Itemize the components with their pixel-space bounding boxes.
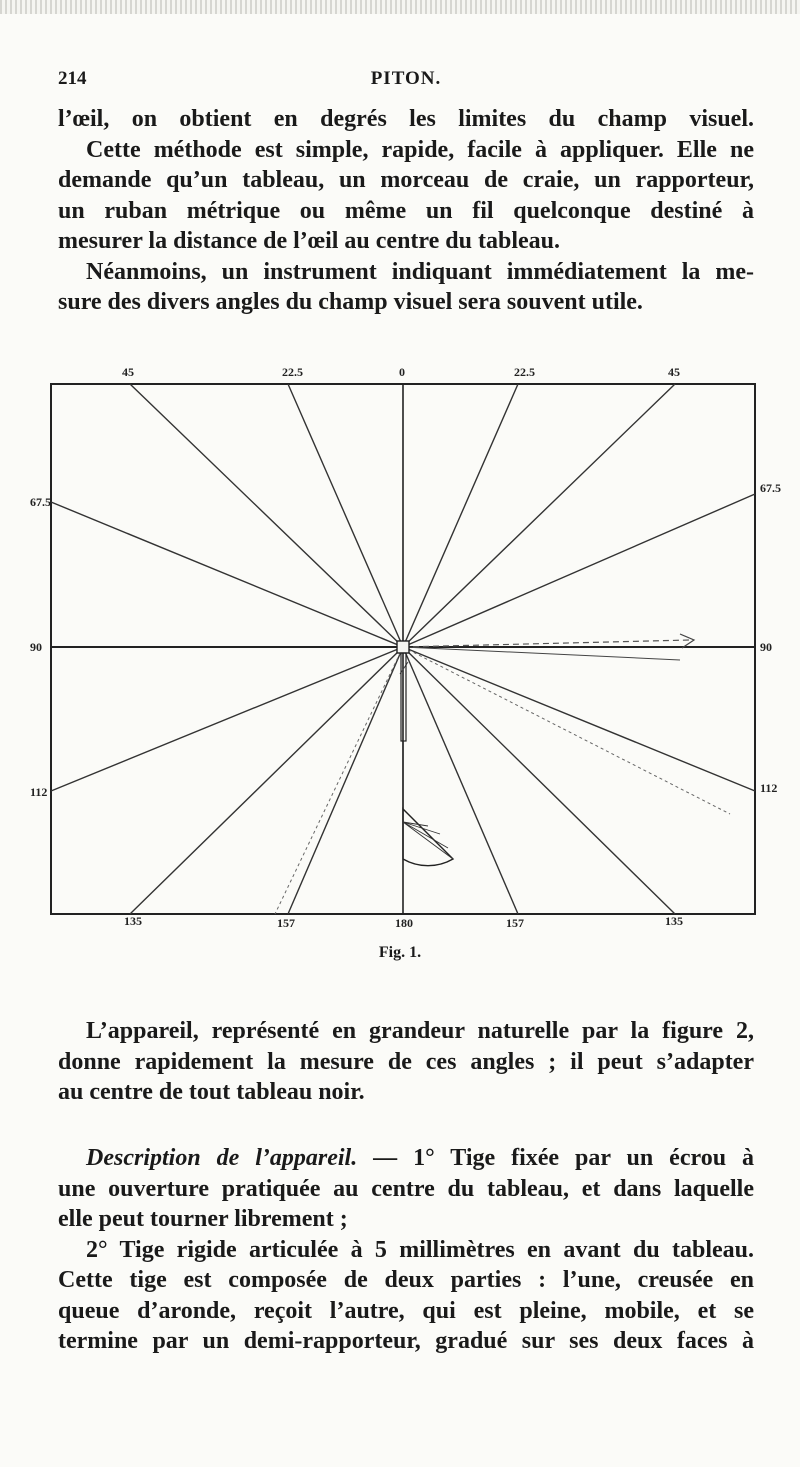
top-label: 22.5 — [282, 365, 303, 379]
right-label: 67.5 — [760, 481, 781, 495]
text-line: elle peut tourner librement ; — [58, 1206, 348, 1232]
top-label: 22.5 — [514, 365, 535, 379]
text-line: un ruban métrique ou même un fil quelconque destiné à — [58, 197, 754, 224]
text-line: Cette méthode est simple, rapide, facile à appliquer. Elle ne — [86, 136, 754, 163]
text-line: termine par un demi-rapporteur, gradué sur ses deux faces à — [58, 1328, 754, 1354]
bottom-label: 157 — [277, 916, 295, 930]
figure-visual-field-board — [30, 364, 800, 940]
text-line: l’œil, on obtient en degrés les limites du champ visuel. — [58, 106, 754, 132]
ray-22-left — [288, 384, 403, 647]
left-label: 67.5 — [30, 495, 51, 509]
bottom-label: 157 — [506, 916, 524, 930]
scan-edge-artifact — [0, 0, 800, 14]
ray-67-left — [51, 502, 403, 647]
ray-45-right — [403, 384, 675, 647]
bottom-label: 135 — [665, 914, 683, 928]
dotted-ray-right — [403, 647, 730, 814]
left-label: 90 — [30, 640, 42, 654]
paragraph-description — [58, 1143, 754, 1357]
description-line-rest: — 1° Tige fixée par un écrou à — [357, 1145, 754, 1171]
text-line: demande qu’un tableau, un morceau de craie, un rapporteur, — [58, 167, 754, 193]
page-header — [58, 68, 754, 94]
right-label: 112 — [760, 781, 778, 795]
dotted-ray-left — [275, 647, 403, 914]
center-screw — [397, 641, 409, 653]
right-label: 90 — [760, 640, 772, 654]
text-line: mesurer la distance de l’œil au centre du tableau. — [58, 228, 560, 254]
pointer-arrowhead — [680, 634, 694, 648]
running-title: PITON. — [370, 68, 442, 89]
top-paragraphs — [58, 104, 754, 318]
page-number: 214 — [58, 68, 87, 89]
text-line: Cette tige est composée de deux parties : l’une, creusée en — [58, 1267, 754, 1293]
text-line: une ouverture pratiquée au centre du tableau, et dans laquelle — [58, 1175, 754, 1202]
text-line: queue d’aronde, reçoit l’autre, qui est pleine, mobile, et se — [58, 1297, 754, 1324]
top-label: 45 — [122, 365, 134, 379]
text-line: Néanmoins, un instrument indiquant immédiatement la me- — [86, 258, 754, 285]
text-line: 2° Tige rigide articulée à 5 millimètres en avant du tableau. — [86, 1236, 754, 1263]
text-line: donne rapidement la mesure de ces angles ; il peut s’adapter — [58, 1048, 754, 1075]
top-label: 0 — [399, 365, 405, 379]
pointer-dashed-line — [403, 640, 690, 647]
ray-135-right — [403, 647, 675, 914]
description-heading: Description de l’appareil. — [86, 1145, 358, 1171]
ray-45-left — [130, 384, 403, 647]
text-line: L’appareil, représenté en grandeur naturelle par la figure 2, — [86, 1018, 754, 1044]
figure-drawing — [30, 364, 800, 940]
ray-135-left — [130, 647, 403, 914]
ray-67-right — [403, 494, 755, 647]
text-line — [58, 1143, 754, 1174]
text-line: sure des divers angles du champ visuel sera souvent utile. — [58, 289, 643, 315]
left-label: 112 — [30, 785, 48, 799]
bottom-label: 180 — [395, 916, 413, 930]
paragraph-apparatus — [58, 1016, 754, 1108]
ray-22-right — [403, 384, 518, 647]
top-label: 45 — [668, 365, 680, 379]
figure-caption: Fig. 1. — [378, 944, 422, 961]
half-protractor — [403, 809, 453, 866]
ray-fine-right — [403, 647, 680, 660]
text-line: au centre de tout tableau noir. — [58, 1079, 365, 1105]
protractor-graduations — [403, 822, 453, 859]
bottom-label: 135 — [124, 914, 142, 928]
